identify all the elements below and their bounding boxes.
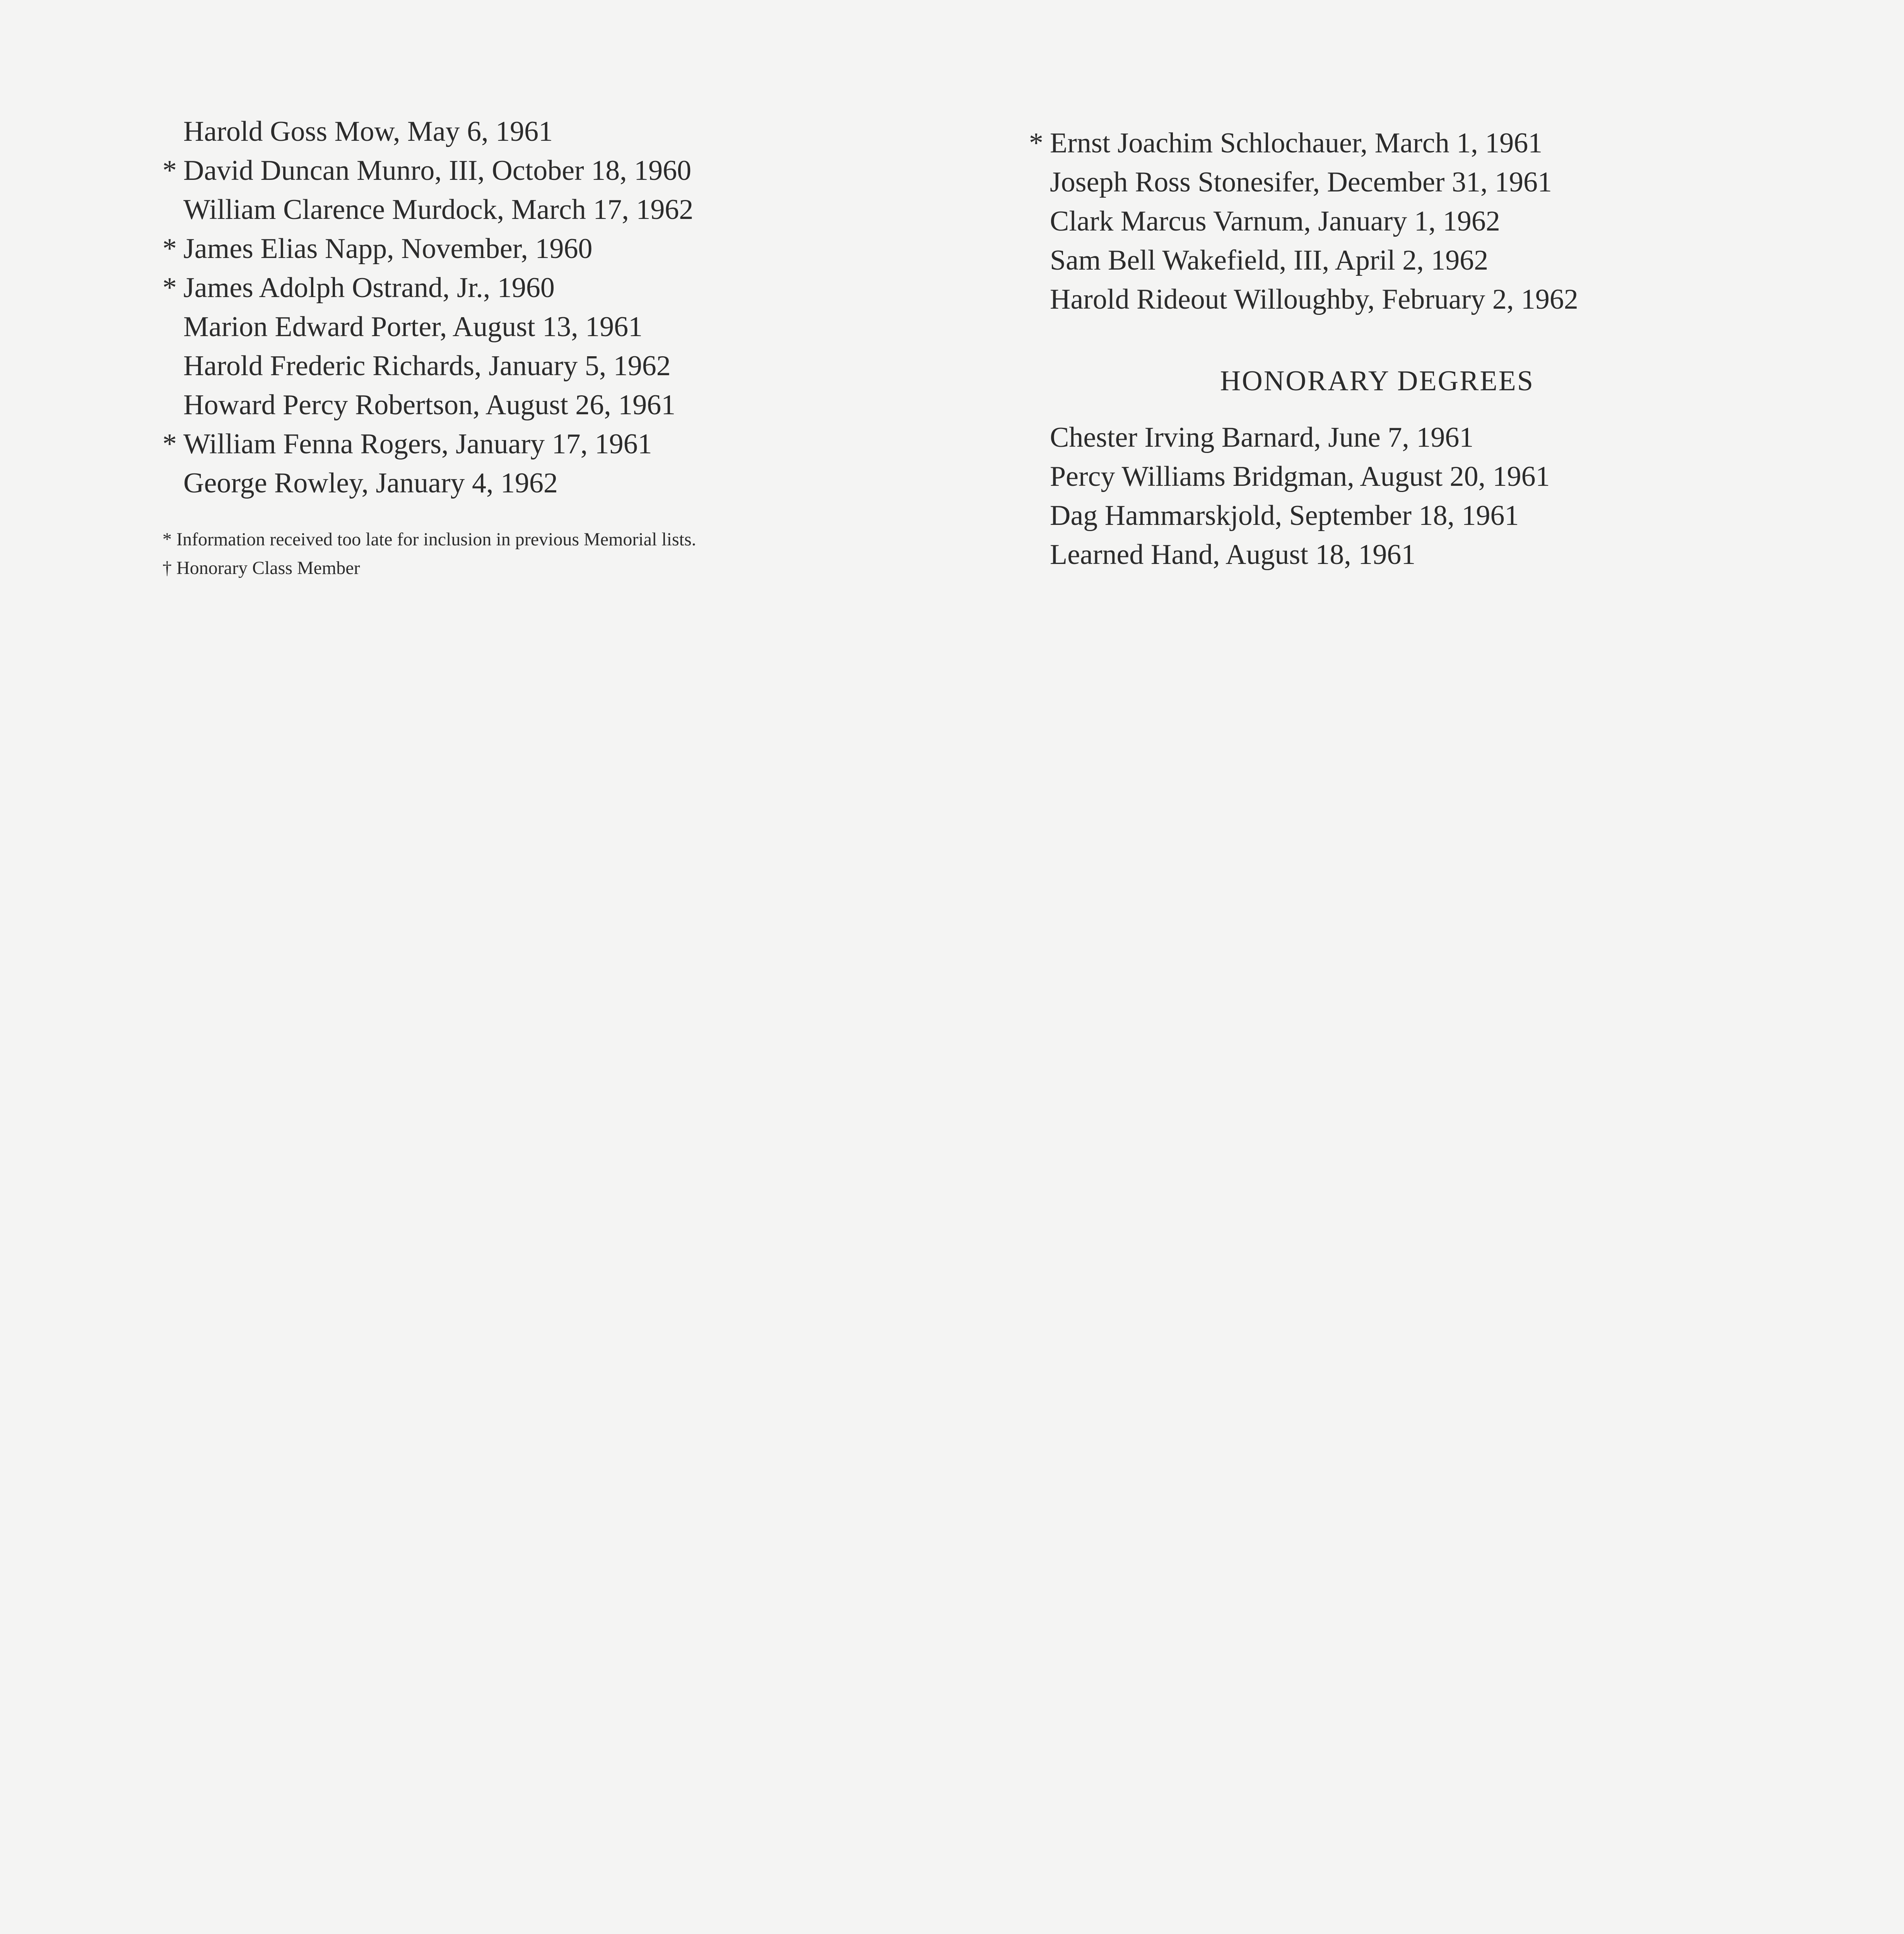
- memorial-list-continued: [1029, 124, 1822, 319]
- entry-text: Joseph Ross Stonesifer, December 31, 1961: [1050, 166, 1552, 198]
- memorial-entry: [162, 386, 955, 425]
- entry-text: William Fenna Rogers, January 17, 1961: [183, 428, 652, 460]
- entry-text: James Elias Napp, November, 1960: [183, 233, 593, 265]
- honorary-entry: Dag Hammarskjold, September 18, 1961: [1050, 500, 1519, 531]
- entry-text: James Adolph Ostrand, Jr., 1960: [183, 272, 555, 304]
- entry-text: George Rowley, January 4, 1962: [183, 467, 558, 499]
- memorial-entry: [1029, 202, 1822, 241]
- asterisk-mark: *: [1029, 127, 1043, 159]
- memorial-entry: [1029, 163, 1822, 202]
- entry-text: William Clarence Murdock, March 17, 1962: [183, 194, 694, 226]
- footnotes: [162, 525, 955, 583]
- footnote-late-information: * Information received too late for inclusion in previous Memorial lists.: [162, 529, 696, 550]
- honorary-entry: Percy Williams Bridgman, August 20, 1961: [1050, 461, 1550, 492]
- memorial-entry: [162, 229, 955, 268]
- footnote-honorary-member: † Honorary Class Member: [162, 558, 360, 578]
- entry-text: Ernst Joachim Schlochauer, March 1, 1961: [1050, 127, 1543, 159]
- asterisk-mark: *: [162, 272, 177, 304]
- memorial-entry: [1029, 124, 1822, 163]
- honorary-entry: Learned Hand, August 18, 1961: [1050, 539, 1416, 571]
- honorary-entry: Chester Irving Barnard, June 7, 1961: [1050, 422, 1474, 453]
- entry-text: Marion Edward Porter, August 13, 1961: [183, 311, 643, 343]
- entry-text: Howard Percy Robertson, August 26, 1961: [183, 389, 676, 421]
- right-column: [1029, 124, 1822, 574]
- entry-text: Sam Bell Wakefield, III, April 2, 1962: [1050, 244, 1489, 276]
- memorial-entry: [162, 112, 955, 151]
- memorial-entry: [162, 151, 955, 190]
- honorary-degrees-list: [1029, 418, 1822, 574]
- entry-text: Harold Goss Mow, May 6, 1961: [183, 116, 553, 147]
- memorial-entry: [162, 268, 955, 308]
- memorial-entry: [1029, 280, 1822, 319]
- entry-text: Harold Rideout Willoughby, February 2, 1962: [1050, 284, 1578, 315]
- asterisk-mark: *: [162, 233, 177, 265]
- asterisk-mark: *: [162, 155, 177, 186]
- memorial-entry: [162, 347, 955, 386]
- memorial-entry: [162, 425, 955, 464]
- memorial-entry: [162, 464, 955, 503]
- entry-text: Clark Marcus Varnum, January 1, 1962: [1050, 205, 1500, 237]
- entry-text: David Duncan Munro, III, October 18, 1960: [183, 155, 692, 186]
- memorial-entry: [1029, 241, 1822, 280]
- honorary-degrees-heading: HONORARY DEGREES: [1220, 365, 1535, 397]
- left-column: [162, 112, 955, 583]
- entry-text: Harold Frederic Richards, January 5, 1962: [183, 350, 671, 382]
- asterisk-mark: *: [162, 428, 177, 460]
- memorial-entry: [162, 190, 955, 229]
- memorial-entry: [162, 308, 955, 347]
